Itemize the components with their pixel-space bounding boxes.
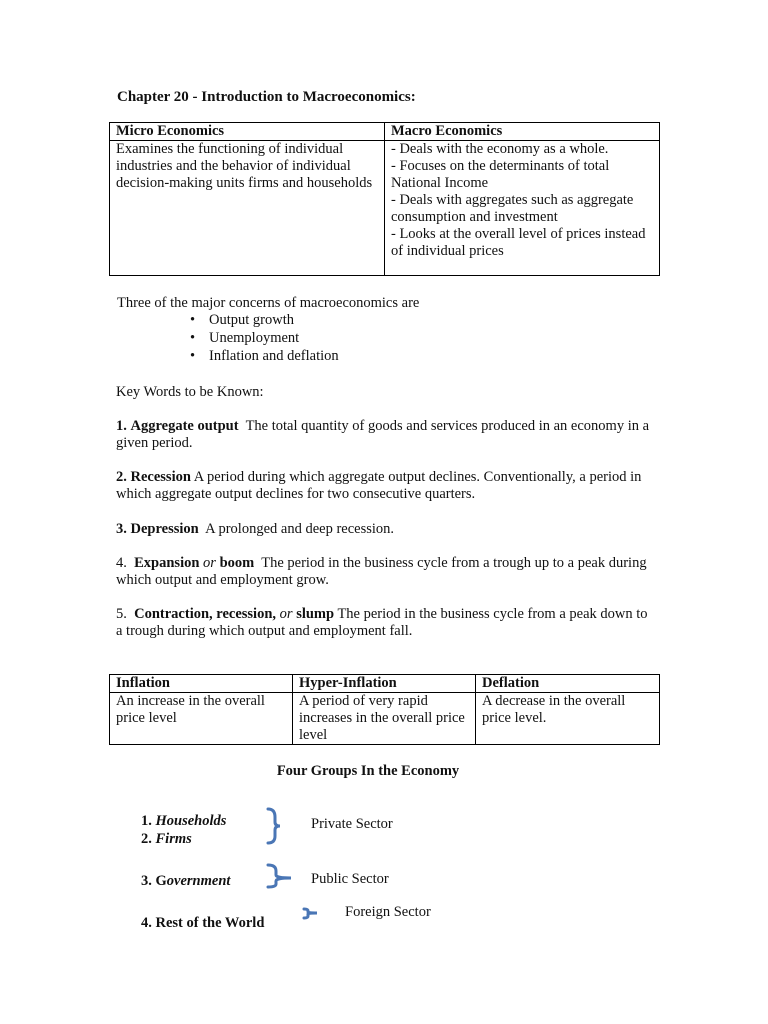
macro-description (385, 141, 660, 276)
public-sector-label: Public Sector (311, 871, 389, 887)
bracket-foreign-icon (304, 909, 317, 918)
keyword-definition: 3. Depression A prolonged and deep recession. (116, 521, 395, 537)
private-sector-label: Private Sector (311, 816, 393, 832)
keyword-definition: 5. Contraction, recession, or slump The period in the business cycle from a peak down to a trough during which output and employment fall. (116, 606, 648, 639)
list-item: • Inflation and deflation (190, 348, 339, 364)
group-rest-of-world: 4. Rest of the World (141, 915, 265, 931)
table-header-deflation: Deflation (476, 675, 660, 693)
bullet-icon: • (190, 312, 196, 328)
micro-macro-table (109, 122, 660, 276)
table-header-inflation: Inflation (110, 675, 293, 693)
inflation-table (109, 674, 660, 745)
macro-line: - Deals with the economy as a whole. (391, 141, 609, 157)
keyword-term: Depression (130, 521, 199, 537)
bracket-private-icon (268, 809, 280, 843)
list-item: • Unemployment (190, 330, 300, 346)
keyword-definition: 1. Aggregate output The total quantity of goods and services produced in an economy in a given period. (116, 418, 650, 451)
table-header-macro: Macro Economics (385, 123, 660, 141)
keyword-term: Recession (130, 469, 191, 485)
macro-line: - Looks at the overall level of prices instead of individual prices (391, 226, 646, 259)
foreign-sector-label: Foreign Sector (345, 904, 431, 920)
groups-heading: Four Groups In the Economy (276, 763, 460, 779)
macro-line: - Focuses on the determinants of total National Income (391, 158, 610, 191)
keywords-heading: Key Words to be Known: (116, 384, 264, 400)
micro-description: Examines the functioning of individual industries and the behavior of individual decision-making units firms and households (110, 141, 385, 276)
table-cell: A decrease in the overall price level. (476, 693, 660, 745)
bullet-icon: • (190, 348, 196, 364)
keyword-definition: 4. Expansion or boom The period in the business cycle from a trough up to a peak during which output and employment grow. (116, 555, 647, 588)
group-households: 1. Households (141, 813, 227, 829)
keyword-term: Aggregate output (130, 418, 239, 434)
concerns-intro: Three of the major concerns of macroeconomics are (117, 295, 420, 311)
concerns-list (190, 312, 339, 366)
table-header-micro: Micro Economics (110, 123, 385, 141)
table-header-hyperinflation: Hyper-Inflation (293, 675, 476, 693)
bracket-public-icon (268, 865, 291, 887)
table-cell: An increase in the overall price level (110, 693, 293, 745)
list-item: • Output growth (190, 312, 294, 328)
keyword-definition: 2. Recession A period during which aggregate output declines. Conventionally, a period in which aggregate output declines for two consecutive quarters. (116, 469, 642, 502)
macro-line: - Deals with aggregates such as aggregate consumption and investment (391, 192, 634, 225)
page-title: Chapter 20 - Introduction to Macroeconomics: (117, 89, 416, 105)
table-cell: A period of very rapid increases in the overall price level (293, 693, 476, 745)
bullet-icon: • (190, 330, 196, 346)
group-government: 3. Government (141, 873, 231, 889)
group-firms: 2. Firms (141, 831, 192, 847)
